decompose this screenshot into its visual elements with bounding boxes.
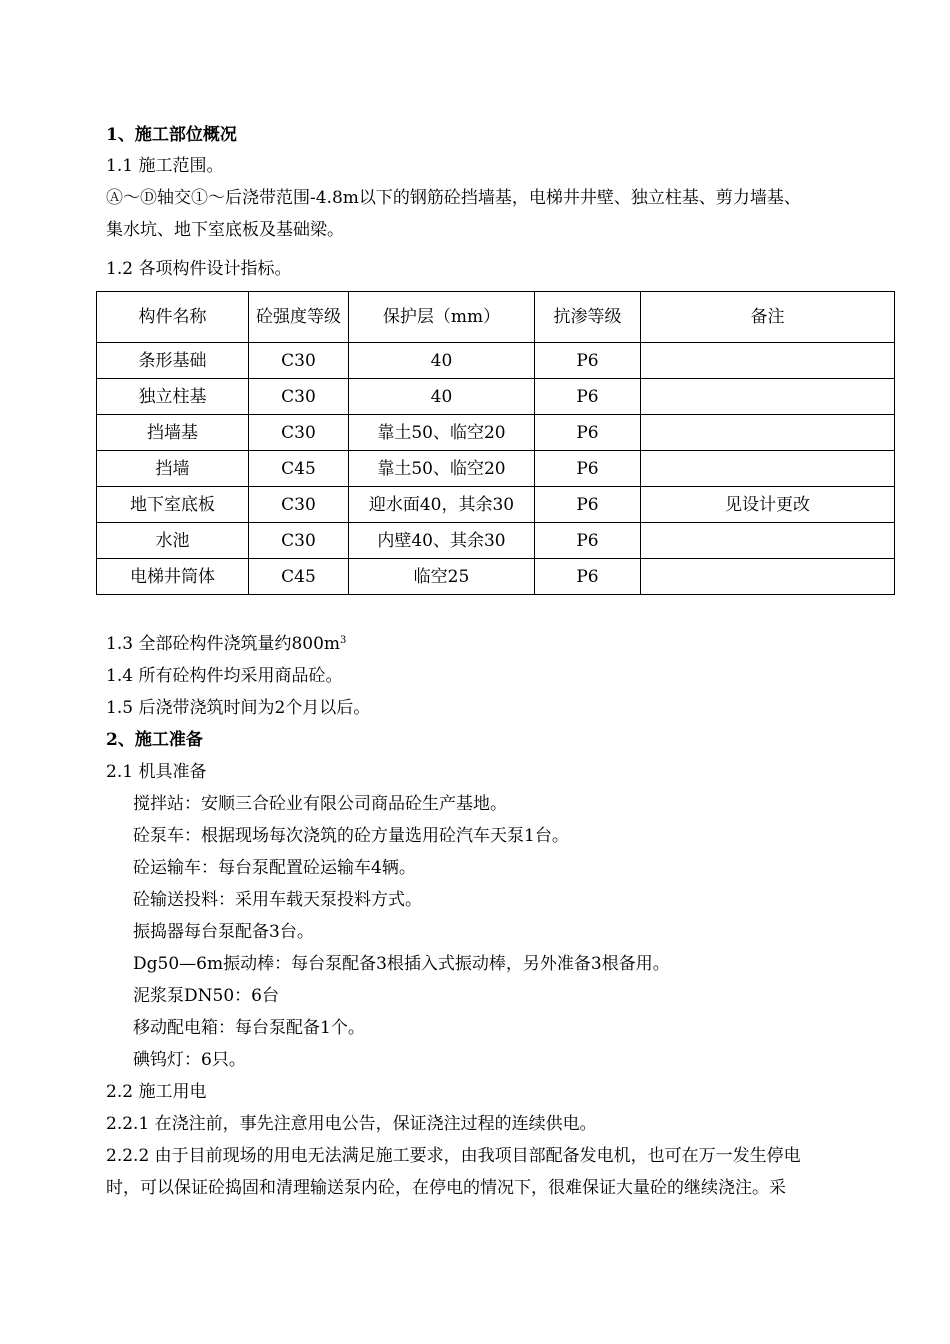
- cell-grade: C30: [249, 343, 349, 379]
- equipment-item: 振捣器每台泵配备3台。: [133, 922, 314, 942]
- table-row: [97, 415, 895, 451]
- header-cover-layer: 保护层（mm）: [349, 292, 535, 343]
- cell-cover: 临空25: [349, 559, 535, 595]
- cell-cover: 靠土50、临空20: [349, 415, 535, 451]
- cell-impermeability: P6: [535, 451, 641, 487]
- cell-component: 水池: [97, 523, 249, 559]
- cell-remarks: 见设计更改: [641, 487, 895, 523]
- cubic-superscript: 3: [340, 635, 347, 646]
- subsection-2-2-2-line-2: 时，可以保证砼捣固和清理输送泵内砼，在停电的情况下，很难保证大量砼的继续浇注。采: [106, 1178, 786, 1198]
- subsection-1-3: [106, 632, 346, 656]
- equipment-item: 移动配电箱：每台泵配备1个。: [133, 1018, 365, 1038]
- cell-impermeability: P6: [535, 523, 641, 559]
- table-row: [97, 343, 895, 379]
- pour-volume-text: 1.3 全部砼构件浇筑量约800m: [106, 634, 341, 654]
- subsection-2-2: 2.2 施工用电: [106, 1082, 207, 1102]
- equipment-item: 泥浆泵DN50：6台: [133, 986, 279, 1006]
- subsection-2-2-2-line-1: 2.2.2 由于目前现场的用电无法满足施工要求，由我项目部配备发电机，也可在万一发生停电: [106, 1146, 801, 1166]
- subsection-1-4: 1.4 所有砼构件均采用商品砼。: [106, 666, 343, 686]
- equipment-item: 砼输送投料：采用车载天泵投料方式。: [133, 890, 422, 910]
- cell-cover: 内壁40、其余30: [349, 523, 535, 559]
- equipment-item: 碘钨灯：6只。: [133, 1050, 246, 1070]
- subsection-1-1: 1.1 施工范围。: [106, 156, 224, 176]
- cell-remarks: [641, 379, 895, 415]
- cell-cover: 40: [349, 379, 535, 415]
- equipment-item: Dg50—6m振动棒：每台泵配备3根插入式振动棒，另外准备3根备用。: [133, 954, 670, 974]
- section-1-heading: 1、施工部位概况: [106, 125, 237, 145]
- cell-impermeability: P6: [535, 559, 641, 595]
- cell-impermeability: P6: [535, 343, 641, 379]
- cell-grade: C30: [249, 415, 349, 451]
- subsection-2-2-1: 2.2.1 在浇注前，事先注意用电公告，保证浇注过程的连续供电。: [106, 1114, 597, 1134]
- cell-component: 挡墙基: [97, 415, 249, 451]
- cell-remarks: [641, 451, 895, 487]
- cell-component: 电梯井筒体: [97, 559, 249, 595]
- header-impermeability: 抗渗等级: [535, 292, 641, 343]
- table-row: [97, 487, 895, 523]
- table-row: [97, 451, 895, 487]
- cell-impermeability: P6: [535, 379, 641, 415]
- cell-remarks: [641, 415, 895, 451]
- cell-grade: C30: [249, 523, 349, 559]
- cell-remarks: [641, 559, 895, 595]
- cell-impermeability: P6: [535, 487, 641, 523]
- section-2-heading: 2、施工准备: [106, 730, 203, 750]
- scope-line-2: 集水坑、地下室底板及基础梁。: [106, 220, 344, 240]
- cell-cover: 靠土50、临空20: [349, 451, 535, 487]
- cell-impermeability: P6: [535, 415, 641, 451]
- cell-grade: C45: [249, 451, 349, 487]
- header-component-name: 构件名称: [97, 292, 249, 343]
- cell-component: 地下室底板: [97, 487, 249, 523]
- cell-grade: C30: [249, 379, 349, 415]
- cell-cover: 40: [349, 343, 535, 379]
- equipment-item: 搅拌站：安顺三合砼业有限公司商品砼生产基地。: [133, 794, 507, 814]
- equipment-item: 砼运输车：每台泵配置砼运输车4辆。: [133, 858, 416, 878]
- cell-component: 独立柱基: [97, 379, 249, 415]
- design-spec-table: [96, 291, 895, 595]
- subsection-1-2: 1.2 各项构件设计指标。: [106, 259, 292, 279]
- table-row: [97, 379, 895, 415]
- cell-cover: 迎水面40，其余30: [349, 487, 535, 523]
- cell-component: 条形基础: [97, 343, 249, 379]
- table-row: [97, 523, 895, 559]
- cell-grade: C30: [249, 487, 349, 523]
- header-concrete-grade: 砼强度等级: [249, 292, 349, 343]
- subsection-1-5: 1.5 后浇带浇筑时间为2个月以后。: [106, 698, 371, 718]
- cell-remarks: [641, 343, 895, 379]
- subsection-2-1: 2.1 机具准备: [106, 762, 207, 782]
- cell-grade: C45: [249, 559, 349, 595]
- cell-remarks: [641, 523, 895, 559]
- header-remarks: 备注: [641, 292, 895, 343]
- table-header-row: [97, 292, 895, 343]
- cell-component: 挡墙: [97, 451, 249, 487]
- scope-line-1: Ⓐ～Ⓓ轴交①～后浇带范围-4.8m以下的钢筋砼挡墙基，电梯井井壁、独立柱基、剪力墙基、: [106, 188, 801, 208]
- table-row: [97, 559, 895, 595]
- equipment-item: 砼泵车：根据现场每次浇筑的砼方量选用砼汽车天泵1台。: [133, 826, 569, 846]
